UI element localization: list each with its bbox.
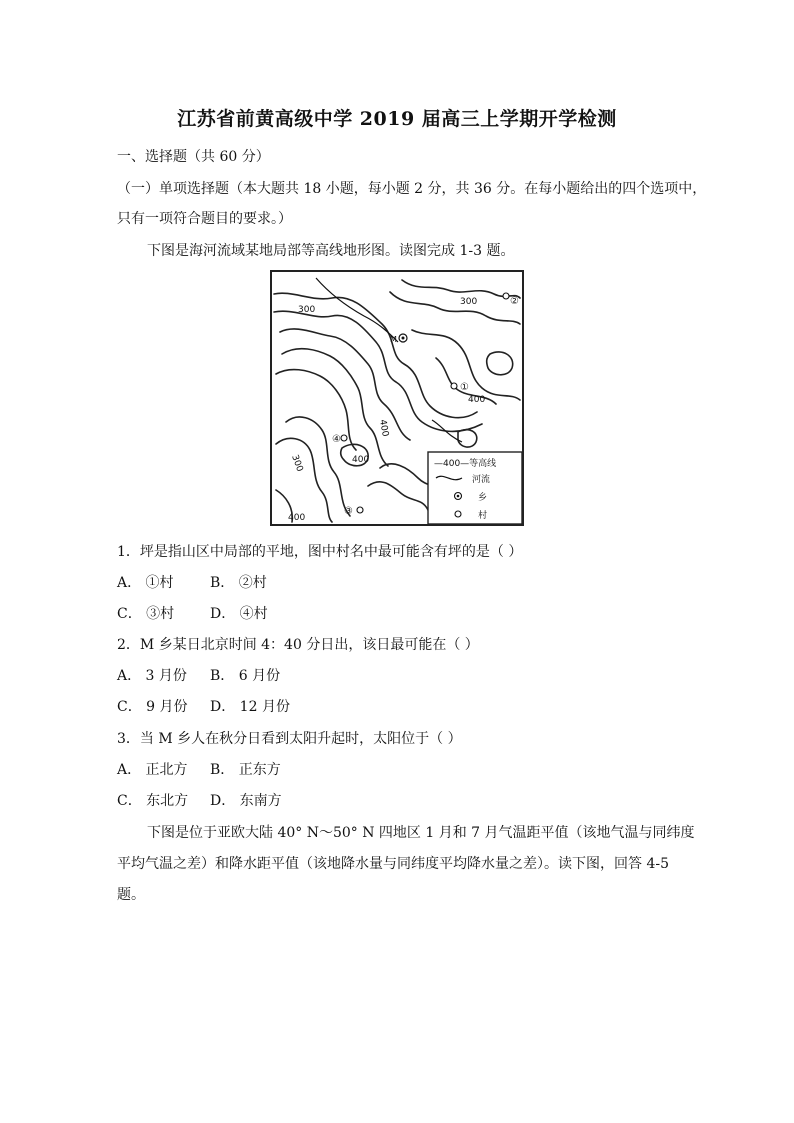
question-3-option-c: C． 东北方: [117, 793, 189, 809]
village-marker: [451, 383, 457, 389]
contour-line: [282, 349, 388, 466]
contour-line: [458, 430, 477, 447]
question-1-option-b: B． ②村: [210, 575, 267, 591]
question-3-option-b: B． 正东方: [210, 762, 281, 778]
contour-label: 300: [460, 297, 478, 307]
river-line: [316, 278, 398, 342]
township-label: M: [390, 335, 397, 344]
contour-line: [368, 482, 432, 524]
contour-line: [390, 292, 520, 324]
question-2-option-c: C． 9 月份: [117, 699, 188, 715]
legend-village-symbol: [455, 511, 461, 517]
question-3-option-a: A． 正北方: [117, 762, 188, 778]
part-instruction-line-2: 只有一项符合题目的要求。）: [117, 211, 292, 227]
question-1-option-a: A． ①村: [117, 575, 174, 591]
question-2-stem: 2．M 乡某日北京时间 4：40 分日出，该日最可能在（ ）: [117, 637, 479, 653]
chart-intro-line-3: 题。: [117, 887, 145, 903]
contour-label: 400: [352, 455, 370, 465]
map-legend: [428, 452, 522, 524]
question-2-option-a: A． 3 月份: [117, 668, 187, 684]
contour-map-drawing: [272, 272, 522, 524]
page-title: 江苏省前黄高级中学 2019 届高三上学期开学检测: [177, 108, 617, 130]
part-instruction-line-1: （一）单项选择题（本大题共 18 小题，每小题 2 分，共 36 分。在每小题给出的四个选项中，: [117, 181, 707, 197]
question-2-option-b: B． 6 月份: [210, 668, 281, 684]
contour-label: 400: [468, 395, 486, 405]
township-marker-dot: [402, 337, 405, 340]
question-3-stem: 3．当 M 乡人在秋分日看到太阳升起时，太阳位于（ ）: [117, 731, 462, 747]
question-2-option-d: D． 12 月份: [210, 699, 290, 715]
contour-label: 400: [288, 513, 306, 523]
village-marker: [357, 507, 363, 513]
question-3-option-d: D． 东南方: [210, 793, 282, 809]
village-label-4: ④: [332, 434, 341, 445]
question-1-option-c: C． ③村: [117, 606, 175, 622]
contour-label: 300: [298, 305, 316, 315]
chart-intro-line-2: 平均气温之差）和降水距平值（该地降水量与同纬度平均降水量之差）。读下图，回答 4-5: [117, 856, 669, 872]
legend-village: 村: [478, 511, 488, 521]
legend-township: 乡: [478, 493, 488, 503]
contour-line: [402, 280, 520, 298]
village-marker: [503, 293, 509, 299]
village-label-3: ③: [344, 506, 353, 517]
question-1-stem: 1．坪是指山区中局部的平地，图中村名中最可能含有坪的是（ ）: [117, 544, 523, 560]
contour-line: [487, 352, 513, 375]
section-heading: 一、选择题（共 60 分）: [117, 149, 270, 165]
chart-intro-line-1: 下图是位于亚欧大陆 40° N～50° N 四地区 1 月和 7 月气温距平值（该地气温与同纬度: [147, 825, 695, 841]
village-label-1: ①: [460, 382, 469, 393]
question-1-option-d: D． ④村: [210, 606, 268, 622]
contour-label: 300: [289, 453, 305, 474]
legend-river: 河流: [472, 475, 491, 485]
map-intro: 下图是海河流域某地局部等高线地形图。读图完成 1-3 题。: [147, 243, 515, 259]
contour-map: [270, 270, 524, 526]
village-label-2: ②: [510, 296, 519, 307]
village-marker: [341, 435, 347, 441]
contour-line: [280, 329, 410, 440]
contour-line: [276, 438, 332, 522]
legend-contour: —400—等高线: [434, 459, 497, 469]
contour-label: 400: [377, 418, 390, 438]
